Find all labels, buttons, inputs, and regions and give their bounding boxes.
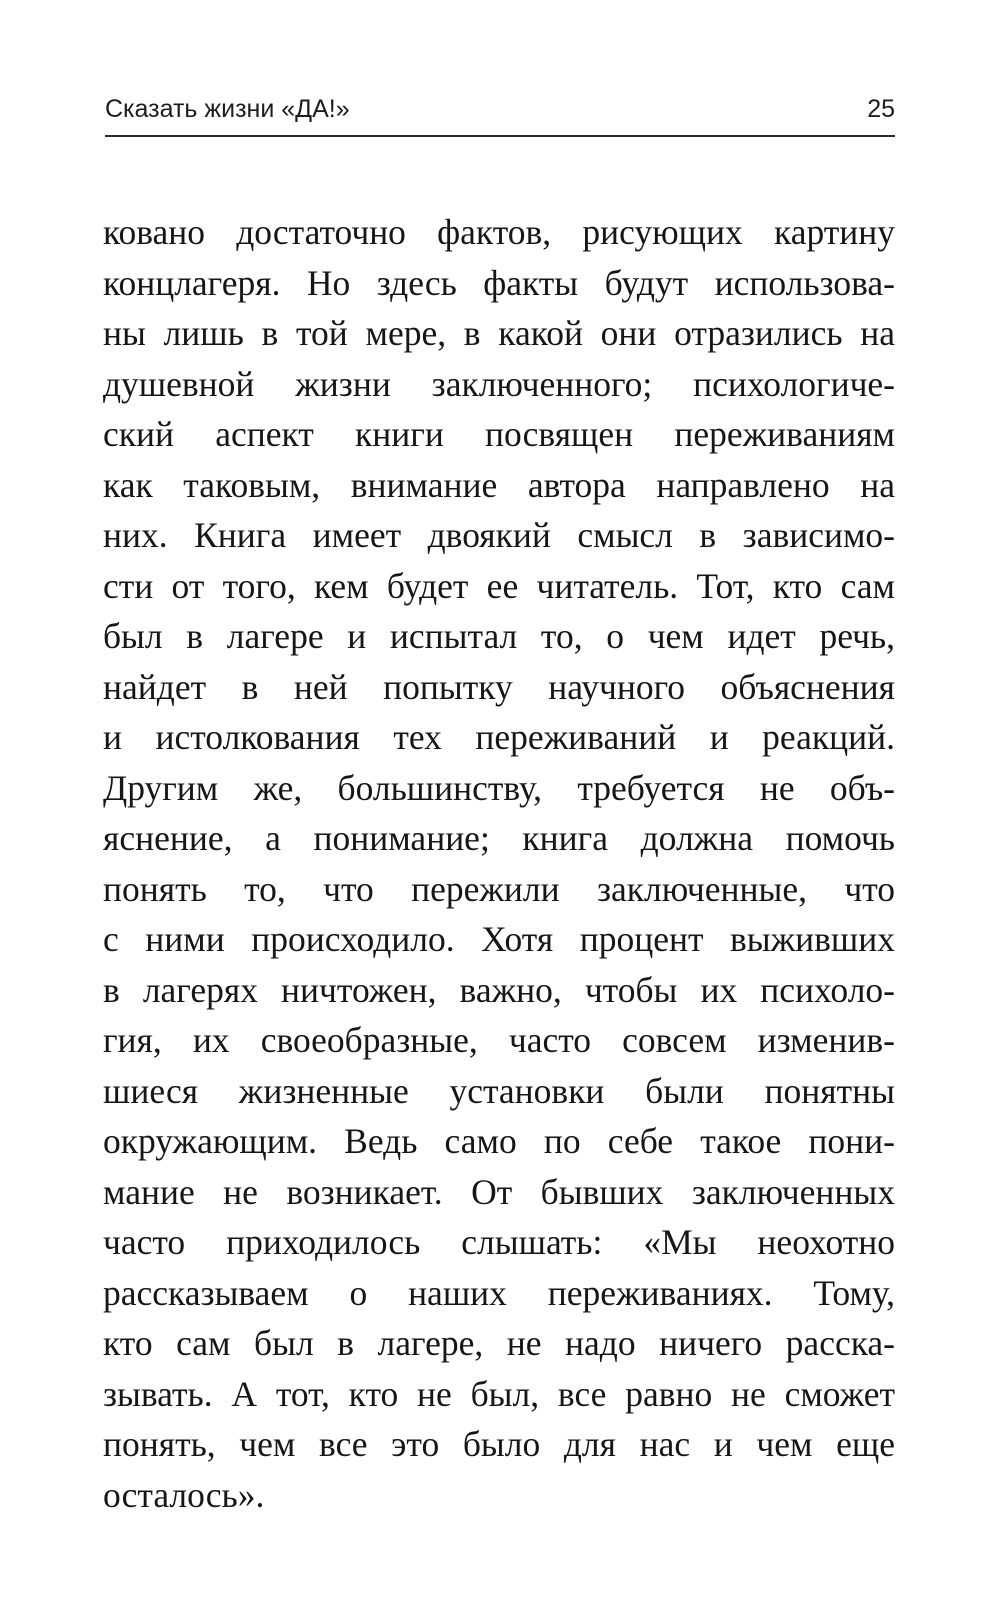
text-line: с ними происходило. Хотя процент выживших: [103, 919, 895, 959]
text-line: сти от того, кем будет ее читатель. Тот, кто сам: [103, 565, 895, 606]
text-line: и истолкования тех переживаний и реакций.: [103, 717, 895, 757]
text-line: них. Книга имеет двоякий смысл в зависимо-: [103, 515, 895, 555]
text-line: душевной жизни заключенного; психологиче-: [103, 363, 895, 404]
text-line: был в лагере и испытал то, о чем идет речь,: [103, 616, 895, 656]
text-line: часто приходилось слышать: «Мы неохотно: [103, 1222, 895, 1262]
text-line: концлагеря. Но здесь факты будут использова-: [103, 262, 895, 303]
text-line: ны лишь в той мере, в какой они отразились на: [103, 313, 895, 353]
text-line: понять, чем все это было для нас и чем еще: [103, 1424, 895, 1464]
text-line: ский аспект книги посвящен переживаниям: [103, 414, 895, 454]
text-line: гия, их своеобразные, часто совсем изменив-: [103, 1020, 895, 1060]
text-line: понять то, что пережили заключенные, что: [103, 868, 895, 909]
text-line: как таковым, внимание автора направлено на: [103, 464, 895, 505]
running-header: [105, 93, 895, 137]
running-title: Сказать жизни «ДА!»: [105, 95, 350, 123]
text-line: кто сам был в лагере, не надо ничего расска-: [103, 1323, 895, 1363]
text-line: в лагерях ничтожен, важно, чтобы их психоло-: [103, 969, 895, 1010]
text-line: ковано достаточно фактов, рисующих картину: [103, 212, 895, 252]
text-line: шиеся жизненные установки были понятны: [103, 1070, 895, 1111]
text-line: найдет в ней попытку научного объяснения: [103, 666, 895, 707]
text-line: рассказываем о наших переживаниях. Тому,: [103, 1272, 895, 1313]
page-number: 25: [867, 95, 895, 123]
text-line: зывать. А тот, кто не был, все равно не сможет: [103, 1373, 895, 1414]
text-line-last: осталось».: [103, 1474, 265, 1515]
text-line: Другим же, большинству, требуется не объ-: [103, 767, 895, 808]
body-text: [103, 207, 895, 1520]
text-line: яснение, а понимание; книга должна помочь: [103, 818, 895, 858]
text-line: окружающим. Ведь само по себе такое пони-: [103, 1121, 895, 1161]
text-line: мание не возникает. От бывших заключенных: [103, 1171, 895, 1212]
